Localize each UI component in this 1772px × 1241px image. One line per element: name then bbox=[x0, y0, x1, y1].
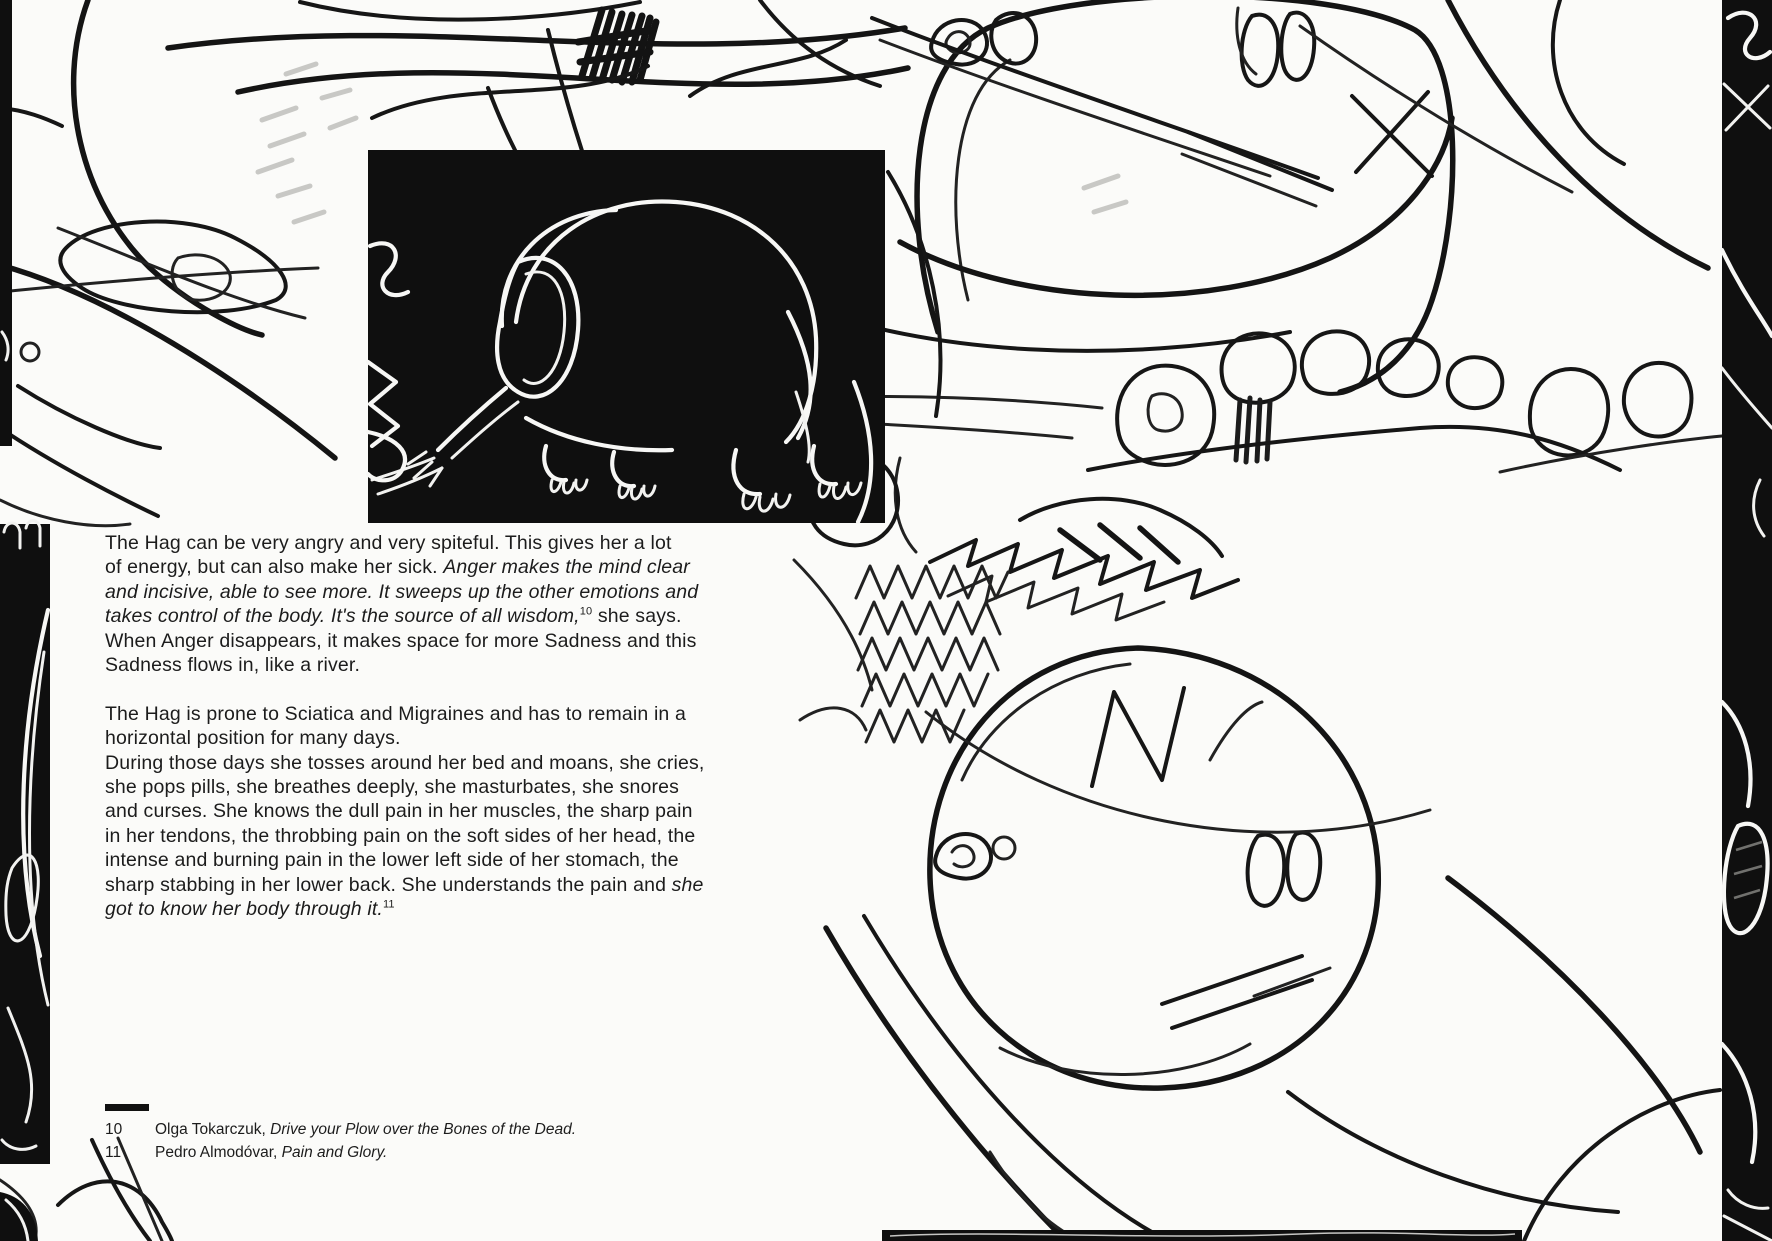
text-segment: Pedro Almodóvar, bbox=[155, 1144, 282, 1161]
text-segment: 10 bbox=[579, 605, 593, 618]
text-segment: of energy, but can also make her sick. bbox=[105, 556, 444, 579]
dense-scribble-patch bbox=[578, 10, 656, 82]
text-segment: sharp stabbing in her lower back. She understands the pain and bbox=[105, 873, 672, 896]
text-segment: 11 bbox=[382, 898, 395, 911]
left-ink-bar bbox=[0, 0, 50, 1241]
text-segment: horizontal position for many days. bbox=[105, 727, 401, 750]
text-line bbox=[105, 580, 704, 604]
footnotes bbox=[105, 1104, 576, 1164]
paragraph bbox=[105, 531, 704, 677]
text-line bbox=[105, 531, 704, 555]
footnote-text bbox=[155, 1141, 387, 1164]
text-segment: Pain and Glory. bbox=[281, 1144, 388, 1161]
text-segment: and curses. She knows the dull pain in her muscles, the sharp pain bbox=[105, 800, 693, 823]
creature-panel bbox=[368, 150, 885, 523]
text-segment: she pops pills, she breathes deeply, she masturbates, she snores bbox=[105, 776, 679, 799]
text-segment: and incisive, able to see more. It sweeps up the other emotions and bbox=[105, 580, 699, 603]
text-segment: The Hag can be very angry and very spiteful. This gives her a lot bbox=[105, 532, 672, 554]
text-segment: Anger makes the mind clear bbox=[443, 556, 690, 579]
toes-drawing bbox=[794, 331, 1722, 472]
text-line bbox=[105, 751, 704, 775]
footnote-rule bbox=[105, 1104, 149, 1111]
text-line bbox=[105, 629, 704, 653]
footnote-number: 10 bbox=[105, 1121, 123, 1138]
right-ink-bar bbox=[1722, 0, 1772, 1241]
bottom-ink-strip bbox=[882, 1230, 1522, 1241]
text-segment: takes control of the body. It's the source of all wisdom, bbox=[105, 605, 580, 628]
text-line bbox=[105, 702, 704, 726]
text-segment: Sadness flows in, like a river. bbox=[105, 654, 361, 677]
wing-drawing bbox=[930, 499, 1238, 620]
text-segment: she says. bbox=[592, 605, 682, 628]
text-segment: When Anger disappears, it makes space for more Sadness and this bbox=[105, 629, 697, 652]
text-segment: she bbox=[671, 873, 704, 896]
right-half-scribbles bbox=[792, 0, 1722, 1241]
text-line bbox=[105, 604, 704, 628]
text-segment: got to know her body through it. bbox=[105, 898, 383, 921]
text-line bbox=[105, 726, 704, 750]
text-line bbox=[105, 848, 704, 872]
footnote-item bbox=[105, 1141, 576, 1164]
text-segment: intense and burning pain in the lower left side of her stomach, the bbox=[105, 849, 679, 872]
text-line bbox=[105, 873, 704, 897]
text-line bbox=[105, 555, 704, 579]
text-segment: The Hag is prone to Sciatica and Migraines and has to remain in a bbox=[105, 702, 686, 725]
text-line bbox=[105, 775, 704, 799]
footnote-text bbox=[155, 1118, 576, 1141]
text-segment: Drive your Plow over the Bones of the Dead. bbox=[270, 1121, 577, 1138]
footnote-number: 11 bbox=[105, 1144, 122, 1161]
paragraph bbox=[105, 702, 704, 922]
text-line bbox=[105, 653, 704, 677]
text-line bbox=[105, 824, 704, 848]
text-segment: Olga Tokarczuk, bbox=[155, 1121, 271, 1138]
body-text bbox=[105, 531, 704, 921]
text-line bbox=[105, 897, 704, 921]
text-segment: During those days she tosses around her bed and moans, she cries, bbox=[105, 751, 705, 774]
text-line bbox=[105, 799, 704, 823]
footnote-item bbox=[105, 1118, 576, 1141]
face-circle-drawing bbox=[926, 648, 1430, 1088]
footnote-list bbox=[105, 1118, 576, 1164]
text-segment: in her tendons, the throbbing pain on the soft sides of her head, the bbox=[105, 824, 696, 847]
